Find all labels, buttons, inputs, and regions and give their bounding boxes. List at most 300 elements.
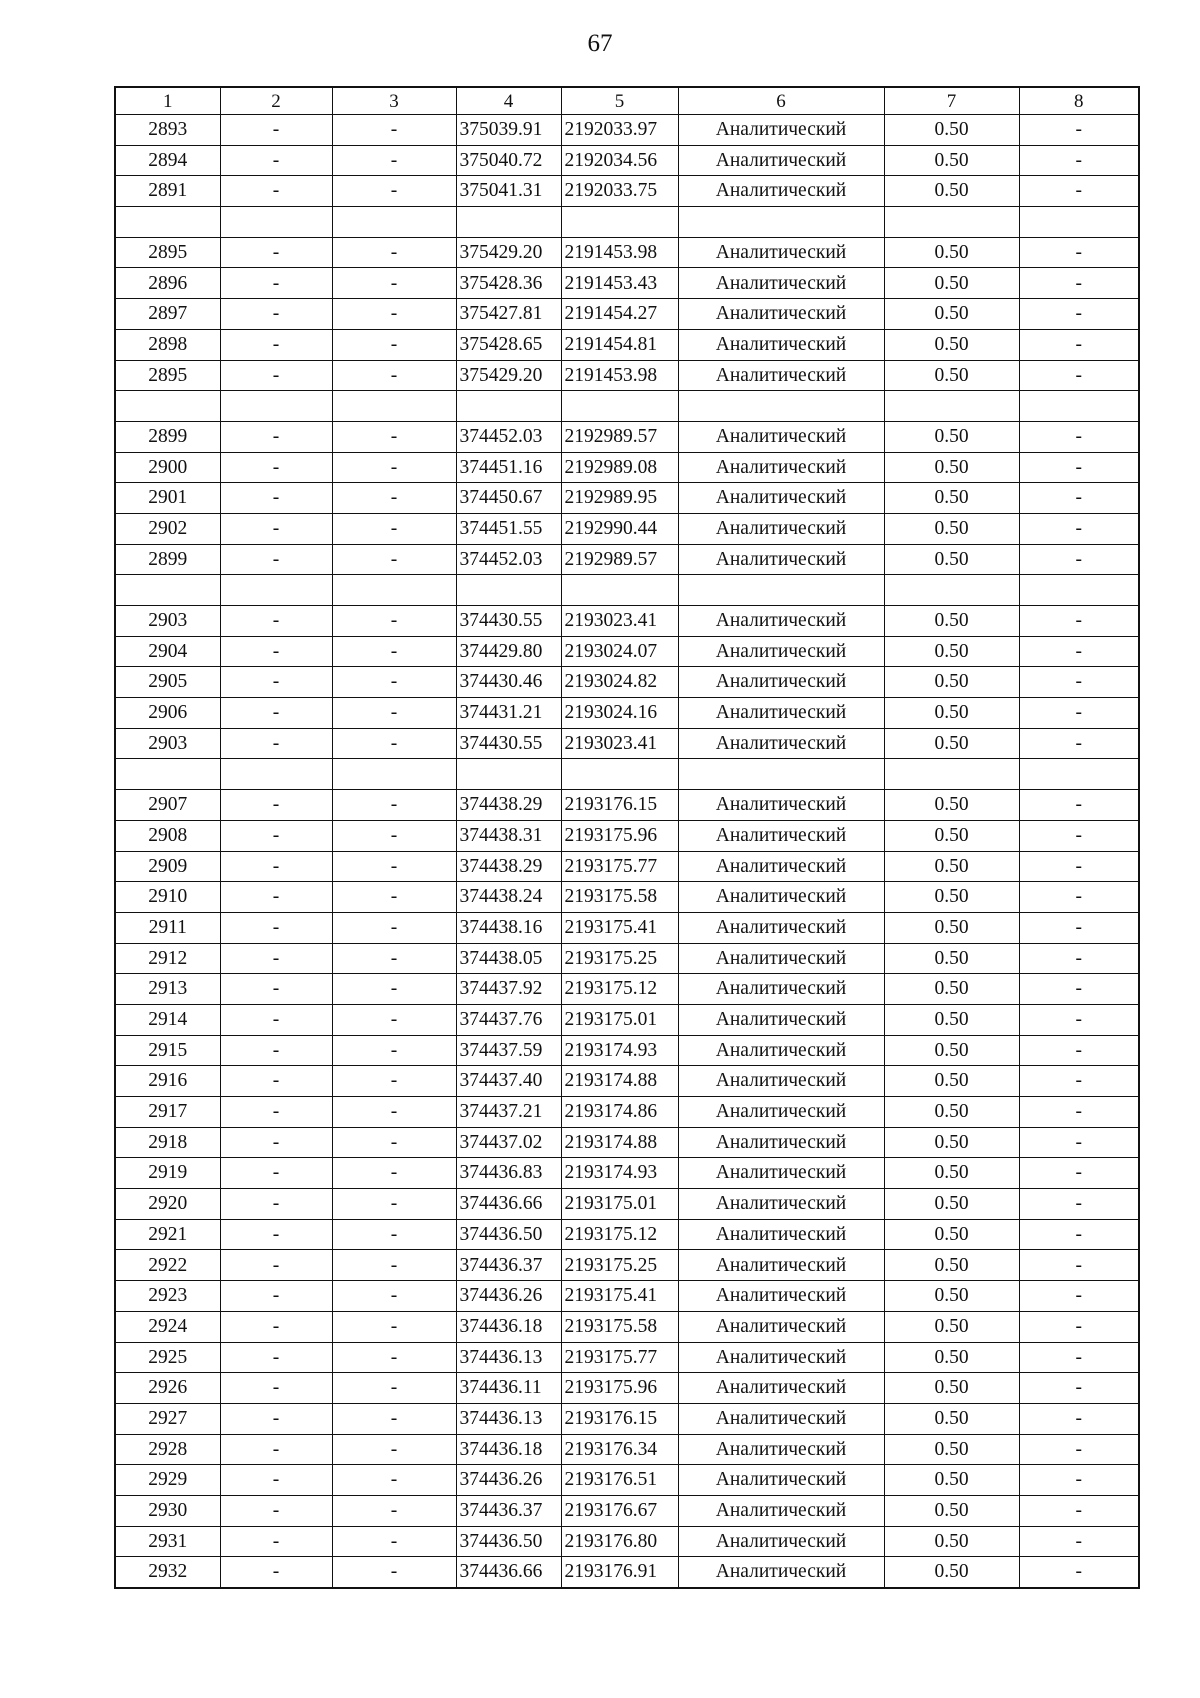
cell-col-2: - xyxy=(220,544,332,575)
cell-col-1: 2915 xyxy=(115,1035,220,1066)
cell-col-3: - xyxy=(332,1097,456,1128)
cell-col-5 xyxy=(561,207,678,238)
cell-col-7: 0.50 xyxy=(884,1281,1019,1312)
cell-col-3: - xyxy=(332,974,456,1005)
cell-col-5: 2193174.88 xyxy=(561,1127,678,1158)
cell-col-7 xyxy=(884,391,1019,422)
cell-col-4: 374436.50 xyxy=(456,1526,561,1557)
table-row xyxy=(115,1250,1139,1281)
cell-col-1: 2920 xyxy=(115,1189,220,1220)
cell-col-7: 0.50 xyxy=(884,329,1019,360)
cell-col-3: - xyxy=(332,1465,456,1496)
cell-col-2: - xyxy=(220,1342,332,1373)
cell-col-3: - xyxy=(332,329,456,360)
cell-col-4: 374436.13 xyxy=(456,1342,561,1373)
cell-col-6: Аналитический xyxy=(678,145,884,176)
cell-col-5: 2193176.15 xyxy=(561,790,678,821)
cell-col-2: - xyxy=(220,115,332,146)
cell-col-5: 2193024.07 xyxy=(561,636,678,667)
cell-col-1: 2922 xyxy=(115,1250,220,1281)
cell-col-6 xyxy=(678,759,884,790)
cell-col-5: 2192989.57 xyxy=(561,421,678,452)
cell-col-2 xyxy=(220,207,332,238)
cell-col-3: - xyxy=(332,943,456,974)
cell-col-4: 374430.55 xyxy=(456,728,561,759)
cell-col-6: Аналитический xyxy=(678,882,884,913)
cell-col-1: 2906 xyxy=(115,698,220,729)
cell-col-8: - xyxy=(1019,421,1139,452)
column-header-6: 6 xyxy=(678,87,884,115)
cell-col-8: - xyxy=(1019,1465,1139,1496)
cell-col-7: 0.50 xyxy=(884,1158,1019,1189)
cell-col-8: - xyxy=(1019,851,1139,882)
cell-col-1: 2902 xyxy=(115,513,220,544)
cell-col-6: Аналитический xyxy=(678,1373,884,1404)
column-header-8: 8 xyxy=(1019,87,1139,115)
cell-col-7: 0.50 xyxy=(884,1557,1019,1588)
cell-col-1 xyxy=(115,391,220,422)
cell-col-6: Аналитический xyxy=(678,176,884,207)
cell-col-8: - xyxy=(1019,1127,1139,1158)
column-header-7: 7 xyxy=(884,87,1019,115)
cell-col-8: - xyxy=(1019,974,1139,1005)
cell-col-4: 374451.55 xyxy=(456,513,561,544)
cell-col-7: 0.50 xyxy=(884,912,1019,943)
cell-col-5: 2193174.93 xyxy=(561,1158,678,1189)
cell-col-7: 0.50 xyxy=(884,974,1019,1005)
cell-col-1: 2903 xyxy=(115,728,220,759)
cell-col-5: 2191453.43 xyxy=(561,268,678,299)
cell-col-8: - xyxy=(1019,115,1139,146)
cell-col-6: Аналитический xyxy=(678,943,884,974)
table-row xyxy=(115,912,1139,943)
cell-col-7: 0.50 xyxy=(884,452,1019,483)
cell-col-8 xyxy=(1019,575,1139,606)
cell-col-7: 0.50 xyxy=(884,851,1019,882)
cell-col-6: Аналитический xyxy=(678,667,884,698)
cell-col-5: 2192034.56 xyxy=(561,145,678,176)
cell-col-2 xyxy=(220,391,332,422)
table-row xyxy=(115,483,1139,514)
cell-col-8: - xyxy=(1019,1219,1139,1250)
cell-col-3: - xyxy=(332,1403,456,1434)
cell-col-7: 0.50 xyxy=(884,882,1019,913)
cell-col-1: 2921 xyxy=(115,1219,220,1250)
cell-col-3: - xyxy=(332,483,456,514)
cell-col-6: Аналитический xyxy=(678,1434,884,1465)
cell-col-1: 2926 xyxy=(115,1373,220,1404)
cell-col-5: 2193175.41 xyxy=(561,912,678,943)
cell-col-3: - xyxy=(332,1495,456,1526)
cell-col-5: 2193175.96 xyxy=(561,820,678,851)
cell-col-7: 0.50 xyxy=(884,176,1019,207)
cell-col-6: Аналитический xyxy=(678,974,884,1005)
cell-col-6: Аналитический xyxy=(678,544,884,575)
header-row xyxy=(115,87,1139,115)
table-row xyxy=(115,1004,1139,1035)
cell-col-7: 0.50 xyxy=(884,1526,1019,1557)
cell-col-7: 0.50 xyxy=(884,698,1019,729)
cell-col-8: - xyxy=(1019,299,1139,330)
cell-col-4: 375041.31 xyxy=(456,176,561,207)
table-row xyxy=(115,1127,1139,1158)
cell-col-2 xyxy=(220,575,332,606)
cell-col-6: Аналитический xyxy=(678,606,884,637)
cell-col-7: 0.50 xyxy=(884,1097,1019,1128)
cell-col-4: 374429.80 xyxy=(456,636,561,667)
cell-col-1: 2923 xyxy=(115,1281,220,1312)
cell-col-5: 2193175.77 xyxy=(561,1342,678,1373)
cell-col-6: Аналитический xyxy=(678,851,884,882)
cell-col-6: Аналитический xyxy=(678,1526,884,1557)
cell-col-5: 2191453.98 xyxy=(561,237,678,268)
cell-col-5: 2193175.25 xyxy=(561,1250,678,1281)
cell-col-8: - xyxy=(1019,698,1139,729)
cell-col-4: 374438.24 xyxy=(456,882,561,913)
cell-col-2: - xyxy=(220,421,332,452)
cell-col-1: 2912 xyxy=(115,943,220,974)
cell-col-4 xyxy=(456,759,561,790)
cell-col-2: - xyxy=(220,1403,332,1434)
cell-col-7 xyxy=(884,759,1019,790)
cell-col-3: - xyxy=(332,115,456,146)
cell-col-1: 2896 xyxy=(115,268,220,299)
cell-col-2: - xyxy=(220,1066,332,1097)
cell-col-6: Аналитический xyxy=(678,698,884,729)
cell-col-3: - xyxy=(332,667,456,698)
cell-col-6: Аналитический xyxy=(678,1127,884,1158)
cell-col-6: Аналитический xyxy=(678,1495,884,1526)
table-header xyxy=(115,87,1139,115)
cell-col-3: - xyxy=(332,882,456,913)
cell-col-7: 0.50 xyxy=(884,1250,1019,1281)
cell-col-4: 374437.92 xyxy=(456,974,561,1005)
cell-col-5: 2192033.97 xyxy=(561,115,678,146)
cell-col-8: - xyxy=(1019,1557,1139,1588)
cell-col-7: 0.50 xyxy=(884,1127,1019,1158)
cell-col-8: - xyxy=(1019,483,1139,514)
cell-col-2: - xyxy=(220,667,332,698)
cell-col-6: Аналитический xyxy=(678,1342,884,1373)
table-row xyxy=(115,1219,1139,1250)
cell-col-6: Аналитический xyxy=(678,513,884,544)
cell-col-3 xyxy=(332,759,456,790)
table-row xyxy=(115,728,1139,759)
coordinates-table xyxy=(114,86,1140,1589)
cell-col-3: - xyxy=(332,728,456,759)
cell-col-4: 374436.18 xyxy=(456,1434,561,1465)
cell-col-2: - xyxy=(220,728,332,759)
cell-col-6: Аналитический xyxy=(678,237,884,268)
cell-col-7: 0.50 xyxy=(884,421,1019,452)
cell-col-1: 2928 xyxy=(115,1434,220,1465)
cell-col-8: - xyxy=(1019,1342,1139,1373)
cell-col-3: - xyxy=(332,145,456,176)
cell-col-4: 374436.83 xyxy=(456,1158,561,1189)
column-header-3: 3 xyxy=(332,87,456,115)
cell-col-8 xyxy=(1019,207,1139,238)
table-row xyxy=(115,636,1139,667)
cell-col-4: 374436.18 xyxy=(456,1311,561,1342)
cell-col-4: 375429.20 xyxy=(456,360,561,391)
cell-col-5: 2193175.12 xyxy=(561,974,678,1005)
cell-col-5: 2191453.98 xyxy=(561,360,678,391)
blank-separator-row xyxy=(115,391,1139,422)
cell-col-7: 0.50 xyxy=(884,1373,1019,1404)
cell-col-7: 0.50 xyxy=(884,299,1019,330)
cell-col-3: - xyxy=(332,606,456,637)
cell-col-1: 2931 xyxy=(115,1526,220,1557)
cell-col-3: - xyxy=(332,1158,456,1189)
cell-col-2: - xyxy=(220,1526,332,1557)
cell-col-7: 0.50 xyxy=(884,1311,1019,1342)
cell-col-4: 374436.37 xyxy=(456,1495,561,1526)
cell-col-3: - xyxy=(332,1066,456,1097)
table-row xyxy=(115,851,1139,882)
cell-col-1: 2894 xyxy=(115,145,220,176)
cell-col-8: - xyxy=(1019,1004,1139,1035)
cell-col-8: - xyxy=(1019,667,1139,698)
cell-col-8 xyxy=(1019,759,1139,790)
table-row xyxy=(115,1066,1139,1097)
cell-col-2: - xyxy=(220,1035,332,1066)
cell-col-4: 375428.36 xyxy=(456,268,561,299)
cell-col-3: - xyxy=(332,544,456,575)
cell-col-1: 2932 xyxy=(115,1557,220,1588)
cell-col-2: - xyxy=(220,1004,332,1035)
cell-col-8: - xyxy=(1019,360,1139,391)
cell-col-3: - xyxy=(332,452,456,483)
cell-col-8: - xyxy=(1019,1434,1139,1465)
cell-col-5: 2193023.41 xyxy=(561,606,678,637)
table-row xyxy=(115,115,1139,146)
cell-col-7: 0.50 xyxy=(884,1219,1019,1250)
cell-col-2: - xyxy=(220,1250,332,1281)
cell-col-6: Аналитический xyxy=(678,452,884,483)
cell-col-1: 2893 xyxy=(115,115,220,146)
cell-col-7: 0.50 xyxy=(884,636,1019,667)
cell-col-1: 2891 xyxy=(115,176,220,207)
cell-col-6: Аналитический xyxy=(678,790,884,821)
cell-col-1: 2900 xyxy=(115,452,220,483)
table-row xyxy=(115,1373,1139,1404)
cell-col-8: - xyxy=(1019,606,1139,637)
cell-col-8: - xyxy=(1019,1281,1139,1312)
cell-col-2: - xyxy=(220,452,332,483)
blank-separator-row xyxy=(115,207,1139,238)
cell-col-5: 2193174.93 xyxy=(561,1035,678,1066)
cell-col-6: Аналитический xyxy=(678,1066,884,1097)
cell-col-2: - xyxy=(220,268,332,299)
cell-col-3: - xyxy=(332,268,456,299)
cell-col-5: 2192989.08 xyxy=(561,452,678,483)
cell-col-1: 2904 xyxy=(115,636,220,667)
cell-col-8: - xyxy=(1019,513,1139,544)
table-row xyxy=(115,237,1139,268)
table-row xyxy=(115,176,1139,207)
cell-col-4: 374438.05 xyxy=(456,943,561,974)
cell-col-4: 374452.03 xyxy=(456,421,561,452)
table-row xyxy=(115,1281,1139,1312)
cell-col-1: 2918 xyxy=(115,1127,220,1158)
cell-col-2: - xyxy=(220,1434,332,1465)
cell-col-8: - xyxy=(1019,1526,1139,1557)
cell-col-7 xyxy=(884,207,1019,238)
cell-col-5: 2193175.77 xyxy=(561,851,678,882)
cell-col-7: 0.50 xyxy=(884,268,1019,299)
cell-col-4: 374437.40 xyxy=(456,1066,561,1097)
cell-col-1: 2898 xyxy=(115,329,220,360)
cell-col-1: 2911 xyxy=(115,912,220,943)
cell-col-4: 374438.16 xyxy=(456,912,561,943)
cell-col-1: 2930 xyxy=(115,1495,220,1526)
cell-col-3: - xyxy=(332,299,456,330)
cell-col-6: Аналитический xyxy=(678,1004,884,1035)
cell-col-2: - xyxy=(220,483,332,514)
cell-col-1: 2895 xyxy=(115,360,220,391)
cell-col-1: 2924 xyxy=(115,1311,220,1342)
table-row xyxy=(115,1158,1139,1189)
cell-col-8: - xyxy=(1019,1403,1139,1434)
table-row xyxy=(115,1035,1139,1066)
cell-col-2: - xyxy=(220,1097,332,1128)
cell-col-1: 2908 xyxy=(115,820,220,851)
cell-col-3: - xyxy=(332,1526,456,1557)
cell-col-6: Аналитический xyxy=(678,268,884,299)
cell-col-7: 0.50 xyxy=(884,790,1019,821)
table-row xyxy=(115,1495,1139,1526)
cell-col-7: 0.50 xyxy=(884,1342,1019,1373)
cell-col-1: 2927 xyxy=(115,1403,220,1434)
cell-col-7: 0.50 xyxy=(884,1035,1019,1066)
column-header-1: 1 xyxy=(115,87,220,115)
cell-col-5: 2193176.80 xyxy=(561,1526,678,1557)
cell-col-7: 0.50 xyxy=(884,237,1019,268)
cell-col-5: 2193176.91 xyxy=(561,1557,678,1588)
cell-col-5: 2193175.01 xyxy=(561,1004,678,1035)
cell-col-3: - xyxy=(332,1004,456,1035)
cell-col-7: 0.50 xyxy=(884,1434,1019,1465)
cell-col-8: - xyxy=(1019,176,1139,207)
cell-col-2: - xyxy=(220,636,332,667)
cell-col-4: 374436.50 xyxy=(456,1219,561,1250)
cell-col-3: - xyxy=(332,1373,456,1404)
cell-col-2: - xyxy=(220,360,332,391)
cell-col-1: 2907 xyxy=(115,790,220,821)
cell-col-4: 374436.37 xyxy=(456,1250,561,1281)
column-header-5: 5 xyxy=(561,87,678,115)
cell-col-3: - xyxy=(332,1035,456,1066)
cell-col-7: 0.50 xyxy=(884,483,1019,514)
cell-col-6: Аналитический xyxy=(678,1035,884,1066)
cell-col-5: 2193176.67 xyxy=(561,1495,678,1526)
cell-col-5: 2191454.81 xyxy=(561,329,678,360)
cell-col-4: 374451.16 xyxy=(456,452,561,483)
cell-col-2: - xyxy=(220,698,332,729)
column-header-2: 2 xyxy=(220,87,332,115)
cell-col-2: - xyxy=(220,145,332,176)
cell-col-5: 2193175.58 xyxy=(561,882,678,913)
cell-col-5: 2193174.88 xyxy=(561,1066,678,1097)
cell-col-5: 2193175.01 xyxy=(561,1189,678,1220)
cell-col-4: 374437.02 xyxy=(456,1127,561,1158)
cell-col-6 xyxy=(678,391,884,422)
cell-col-1: 2899 xyxy=(115,421,220,452)
cell-col-7: 0.50 xyxy=(884,145,1019,176)
cell-col-4: 374437.59 xyxy=(456,1035,561,1066)
cell-col-6: Аналитический xyxy=(678,1250,884,1281)
cell-col-8: - xyxy=(1019,1097,1139,1128)
cell-col-6: Аналитический xyxy=(678,912,884,943)
cell-col-3: - xyxy=(332,1250,456,1281)
cell-col-5: 2193174.86 xyxy=(561,1097,678,1128)
cell-col-5: 2193176.51 xyxy=(561,1465,678,1496)
cell-col-4: 374438.29 xyxy=(456,851,561,882)
cell-col-4: 374436.11 xyxy=(456,1373,561,1404)
cell-col-4: 374436.13 xyxy=(456,1403,561,1434)
cell-col-4 xyxy=(456,391,561,422)
cell-col-2: - xyxy=(220,1311,332,1342)
cell-col-7: 0.50 xyxy=(884,1189,1019,1220)
table-row xyxy=(115,974,1139,1005)
table-row xyxy=(115,698,1139,729)
cell-col-6: Аналитический xyxy=(678,360,884,391)
table-row xyxy=(115,145,1139,176)
cell-col-4: 374436.66 xyxy=(456,1557,561,1588)
cell-col-8: - xyxy=(1019,329,1139,360)
cell-col-6: Аналитический xyxy=(678,636,884,667)
cell-col-4: 375039.91 xyxy=(456,115,561,146)
cell-col-1: 2910 xyxy=(115,882,220,913)
cell-col-8 xyxy=(1019,391,1139,422)
table-row xyxy=(115,268,1139,299)
table-row xyxy=(115,299,1139,330)
cell-col-5 xyxy=(561,575,678,606)
cell-col-4: 374437.21 xyxy=(456,1097,561,1128)
cell-col-6: Аналитический xyxy=(678,1097,884,1128)
table-row xyxy=(115,1189,1139,1220)
cell-col-4: 375429.20 xyxy=(456,237,561,268)
cell-col-8: - xyxy=(1019,237,1139,268)
cell-col-4: 374450.67 xyxy=(456,483,561,514)
cell-col-5: 2191454.27 xyxy=(561,299,678,330)
cell-col-4: 374436.26 xyxy=(456,1465,561,1496)
cell-col-1 xyxy=(115,759,220,790)
cell-col-2: - xyxy=(220,237,332,268)
cell-col-2: - xyxy=(220,329,332,360)
cell-col-6: Аналитический xyxy=(678,820,884,851)
cell-col-8: - xyxy=(1019,544,1139,575)
cell-col-3: - xyxy=(332,1189,456,1220)
cell-col-2: - xyxy=(220,790,332,821)
table-row xyxy=(115,606,1139,637)
cell-col-3: - xyxy=(332,912,456,943)
cell-col-5: 2193175.58 xyxy=(561,1311,678,1342)
cell-col-5: 2193023.41 xyxy=(561,728,678,759)
cell-col-2: - xyxy=(220,851,332,882)
cell-col-5: 2193175.25 xyxy=(561,943,678,974)
cell-col-3: - xyxy=(332,360,456,391)
cell-col-2: - xyxy=(220,943,332,974)
cell-col-3: - xyxy=(332,1557,456,1588)
cell-col-6: Аналитический xyxy=(678,1311,884,1342)
cell-col-6: Аналитический xyxy=(678,483,884,514)
table-row xyxy=(115,1311,1139,1342)
table-row xyxy=(115,452,1139,483)
cell-col-8: - xyxy=(1019,912,1139,943)
cell-col-3: - xyxy=(332,636,456,667)
cell-col-5: 2193176.15 xyxy=(561,1403,678,1434)
